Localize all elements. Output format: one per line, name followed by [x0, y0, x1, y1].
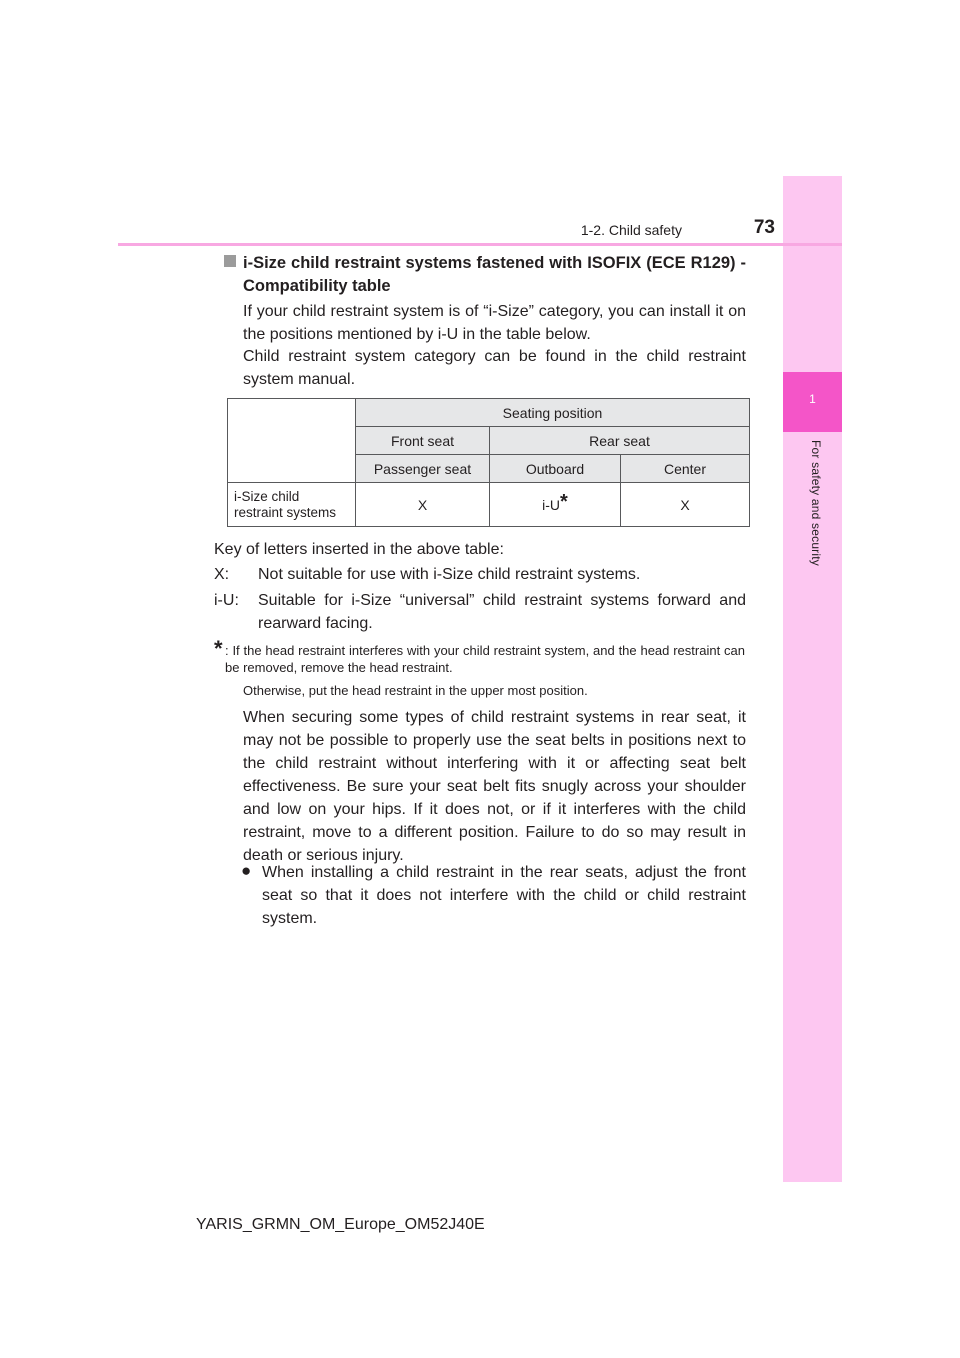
seating-position-header: Seating position — [356, 399, 750, 427]
front-seat-header: Front seat — [356, 427, 490, 455]
bullet-icon: ● — [241, 861, 252, 880]
asterisk-icon: * — [560, 490, 568, 513]
outboard-header: Outboard — [490, 455, 621, 483]
footnote-text-2: Otherwise, put the head restraint in the upper most position. — [243, 683, 588, 698]
chapter-number: 1 — [809, 392, 816, 406]
cell-passenger: X — [356, 483, 490, 527]
key-intro: Key of letters inserted in the above table: — [214, 541, 504, 558]
cell-outboard — [490, 483, 621, 527]
key-desc-x: Not suitable for use with i-Size child restraint systems. — [258, 566, 641, 583]
rear-seat-header: Rear seat — [490, 427, 750, 455]
heading-square-icon — [224, 255, 236, 267]
document-code: YARIS_GRMN_OM_Europe_OM52J40E — [196, 1216, 485, 1233]
cell-outboard-value: i-U — [542, 496, 561, 513]
cell-center: X — [621, 483, 750, 527]
section-title: 1-2. Child safety — [580, 222, 682, 238]
passenger-seat-header: Passenger seat — [356, 455, 490, 483]
center-header: Center — [621, 455, 750, 483]
page-number: 73 — [753, 217, 775, 238]
table-corner-cell — [228, 399, 356, 483]
seat-belt-paragraph: When securing some types of child restraint systems in rear seat, it may not be possible to properly use the seat belts in positions next to the child restraint without interfering with it or affecting seat belt effectiveness. Be sure your seat belt fits snugly across your shoulder and low on your hips. If it does not, or if it interferes with the child restraint, move to a different position. Failure to do so may result in death or serious injury. — [243, 709, 746, 864]
section-heading: i-Size child restraint systems fastened with ISOFIX (ECE R129) - Compatibility table — [243, 254, 746, 295]
key-term-x: X: — [214, 566, 230, 583]
row-label-isize: i-Size child restraint systems — [228, 483, 356, 527]
bullet-text: When installing a child restraint in the rear seats, adjust the front seat so that it does not interfere with the child or child restraint system. — [262, 864, 746, 927]
chapter-tab-strip — [783, 176, 842, 1182]
footnote-asterisk-icon: * — [214, 636, 223, 661]
key-desc-iu: Suitable for i-Size “universal” child restraint systems forward and rearward facing. — [258, 592, 746, 632]
footnote-text: : If the head restraint interferes with your child restraint system, and the head restraint can be removed, remove the head restraint. — [225, 643, 745, 675]
key-term-iu: i-U: — [214, 592, 239, 609]
chapter-label: For safety and security — [809, 440, 823, 566]
header-rule — [118, 243, 842, 246]
intro-paragraph-1: If your child restraint system is of “i-Size” category, you can install it on the positions mentioned by i-U in the table below. — [243, 303, 746, 343]
compatibility-table — [227, 398, 750, 527]
intro-paragraph-2: Child restraint system category can be found in the child restraint system manual. — [243, 348, 746, 388]
